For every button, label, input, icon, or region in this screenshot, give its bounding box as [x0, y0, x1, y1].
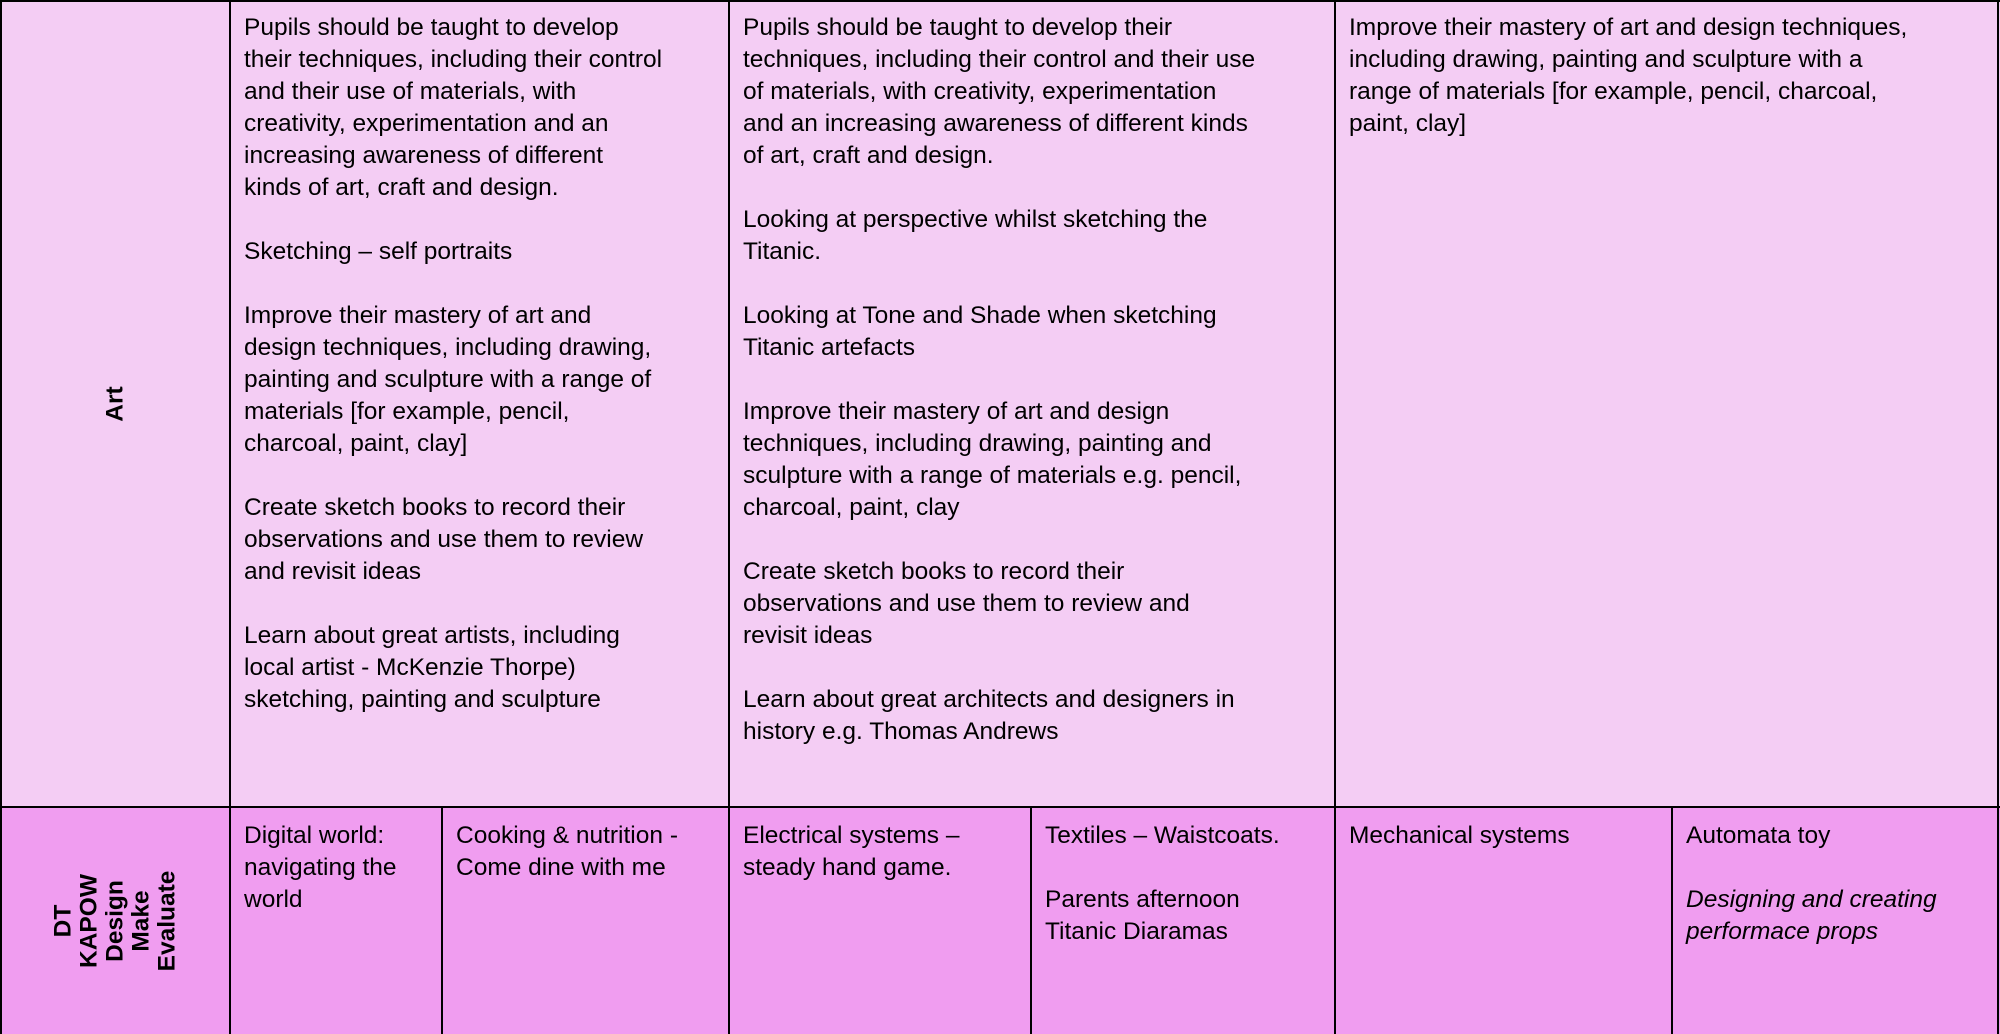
- col-divider-dt-3: [1030, 808, 1032, 1034]
- art-col1-para-3: Improve their mastery of art and design techniques, including drawing, painting and sculpture with a range of materials [for example, pencil, charcoal, paint, clay]: [244, 302, 652, 457]
- art-col1-para-1: Pupils should be taught to develop their techniques, including their control and their use of materials, with creativity, experimentation and an increasing awareness of different kinds of art, craft and design.: [244, 14, 663, 201]
- art-col1-para-5: Learn about great artists, including local artist - McKenzie Thorpe) sketching, painting and sculpture: [244, 622, 620, 713]
- art-col2-para-5: Create sketch books to record their observations and use them to review and revisit ideas: [743, 558, 1190, 649]
- art-col1-para-4: Create sketch books to record their observations and use them to review and revisit ideas: [244, 494, 644, 585]
- dt-cell-4-text-a: Textiles – Waistcoats.: [1045, 822, 1280, 849]
- art-col2-para-4: Improve their mastery of art and design techniques, including drawing, painting and sculpture with a range of materials e.g. pencil, charcoal, paint, clay: [743, 398, 1242, 521]
- dt-cell-6-text-b: Designing and creating performace props: [1686, 886, 1937, 945]
- dt-cell-5: [1336, 808, 1673, 1034]
- art-col2-para-1: Pupils should be taught to develop their techniques, including their control and their use of materials, with creativity, experimentation and an increasing awareness of different kinds of art, craft and design.: [743, 14, 1256, 169]
- col-divider-3: [1334, 0, 1336, 1034]
- col-divider-dt-5: [1671, 808, 1673, 1034]
- dt-cell-6: [1673, 808, 2000, 1034]
- dt-cell-4: [1032, 808, 1336, 1034]
- col-divider-dt-1: [441, 808, 443, 1034]
- art-col1-cell: [231, 0, 730, 808]
- dt-cell-3-text: Electrical systems – steady hand game.: [743, 822, 960, 881]
- dt-cell-1: [231, 808, 443, 1034]
- art-col2-para-2: Looking at perspective whilst sketching the Titanic.: [743, 206, 1208, 265]
- table-border-right: [1997, 0, 1999, 1034]
- dt-cell-1-text: Digital world: navigating the world: [244, 822, 397, 913]
- dt-label-text: DT KAPOW Design Make Evaluate: [49, 870, 181, 972]
- dt-cell-2-text: Cooking & nutrition - Come dine with me: [456, 822, 678, 881]
- art-col2-para-6: Learn about great architects and designers in history e.g. Thomas Andrews: [743, 686, 1235, 745]
- dt-label: [0, 808, 231, 1034]
- dt-cell-6-text-a: Automata toy: [1686, 822, 1831, 849]
- art-col2-cell: [730, 0, 1336, 808]
- col-divider-2: [728, 0, 730, 1034]
- dt-cell-5-text: Mechanical systems: [1349, 822, 1570, 849]
- table-border-top: [0, 0, 2000, 2]
- art-col3-cell: [1336, 0, 2000, 808]
- table-border-left: [0, 0, 2, 1034]
- dt-cell-3: [730, 808, 1032, 1034]
- dt-cell-4-text-b: Parents afternoon Titanic Diaramas: [1045, 886, 1240, 945]
- row-divider: [0, 806, 2000, 808]
- art-col2-para-3: Looking at Tone and Shade when sketching Titanic artefacts: [743, 302, 1217, 361]
- art-col3-para-1: Improve their mastery of art and design techniques, including drawing, painting and sculpture with a range of materials [for example, pencil, charcoal, paint, clay]: [1349, 14, 1908, 137]
- art-label-text: Art: [101, 386, 129, 422]
- art-col1-para-2: Sketching – self portraits: [244, 238, 513, 265]
- dt-cell-2: [443, 808, 730, 1034]
- art-label: [0, 0, 231, 808]
- col-divider-label: [229, 0, 231, 1034]
